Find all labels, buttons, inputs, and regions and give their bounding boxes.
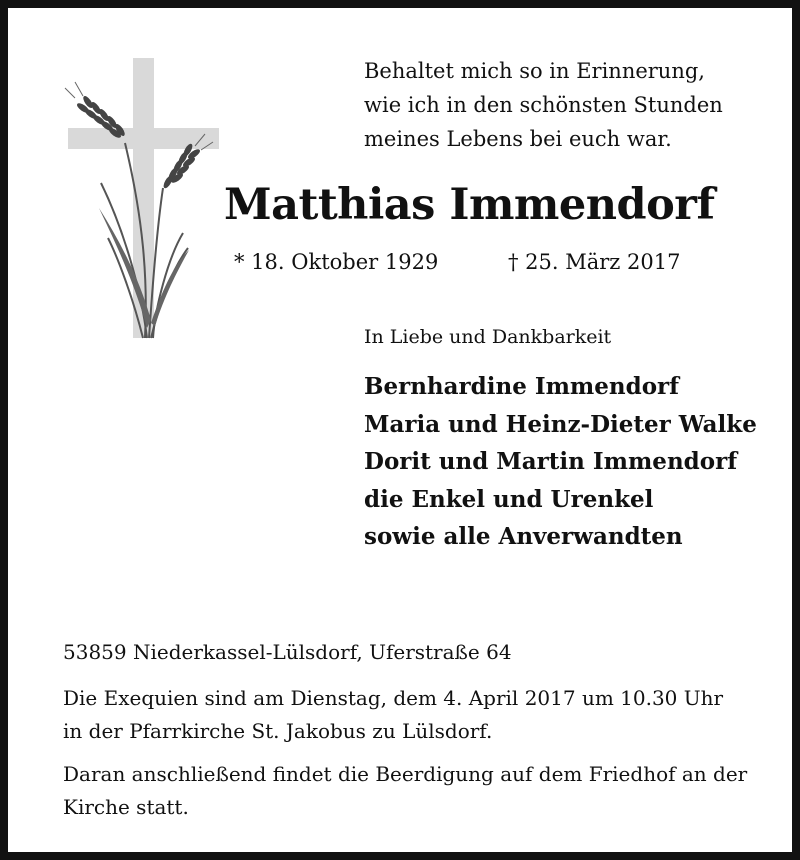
verse-line: Behaltet mich so in Erinnerung, — [364, 59, 705, 83]
burial-line: Kirche statt. — [63, 795, 189, 819]
death-date: † 25. März 2017 — [508, 250, 681, 274]
service-info — [63, 682, 723, 748]
burial-line: Daran anschließend findet die Beerdigung auf dem Friedhof an der — [63, 762, 748, 786]
verse-line: meines Lebens bei euch war. — [364, 127, 672, 151]
verse-line: wie ich in den schönsten Stunden — [364, 93, 723, 117]
mourner-item: Bernhardine Immendorf — [364, 373, 680, 400]
memorial-verse — [364, 54, 723, 156]
mourners-intro: In Liebe und Dankbarkeit — [364, 326, 612, 348]
birth-date: * 18. Oktober 1929 — [234, 250, 439, 274]
service-line: Die Exequien sind am Dienstag, dem 4. April 2017 um 10.30 Uhr — [63, 686, 724, 710]
mourner-item: die Enkel und Urenkel — [364, 485, 654, 513]
deceased-name: Matthias Immendorf — [224, 180, 715, 230]
mourner-item: Maria und Heinz-Dieter Walke — [364, 410, 757, 438]
service-line: in der Pfarrkirche St. Jakobus zu Lülsdorf. — [63, 719, 493, 743]
mourner-item: Dorit und Martin Immendorf — [364, 448, 738, 475]
cross-with-wheat-icon — [63, 58, 223, 343]
burial-info — [63, 758, 747, 824]
address: 53859 Niederkassel-Lülsdorf, Uferstraße 64 — [63, 640, 512, 664]
mourner-item: sowie alle Anverwandten — [364, 523, 683, 550]
mourners-list — [364, 368, 757, 556]
